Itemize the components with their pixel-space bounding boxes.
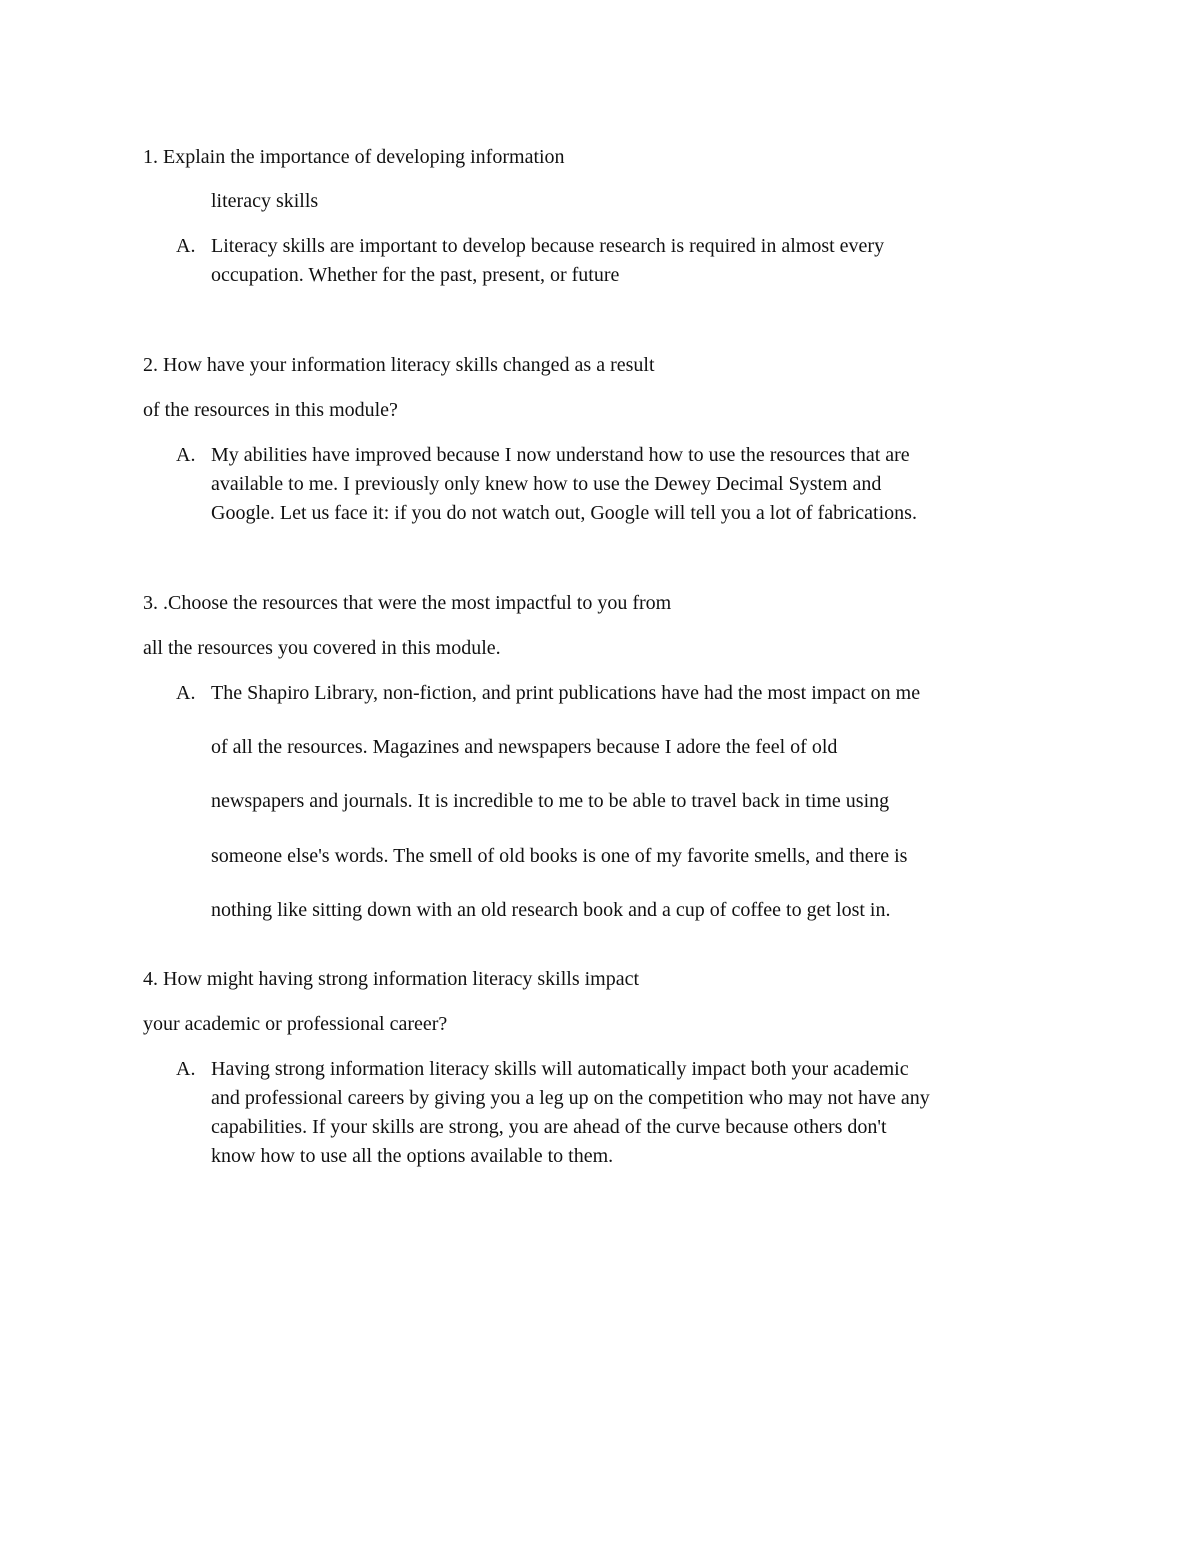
answer-1-line-1: Literacy skills are important to develop because research is required in almost every — [211, 235, 885, 257]
answer-3-line-1: The Shapiro Library, non-fiction, and print publications have had the most impact on me — [211, 682, 921, 704]
question-1-line-1: 1. Explain the importance of developing information — [143, 146, 565, 168]
answer-4-line-4: know how to use all the options available to them. — [211, 1145, 614, 1167]
question-4-line-2: your academic or professional career? — [143, 1013, 448, 1035]
question-4-line-1: 4. How might having strong information literacy skills impact — [143, 968, 640, 990]
answer-3-line-3: newspapers and journals. It is incredible to me to be able to travel back in time using — [211, 790, 890, 812]
answer-3-line-4: someone else's words. The smell of old books is one of my favorite smells, and there is — [211, 845, 908, 867]
question-2-line-2: of the resources in this module? — [143, 399, 398, 421]
question-3-line-2: all the resources you covered in this module. — [143, 637, 501, 659]
question-2-line-1: 2. How have your information literacy skills changed as a result — [143, 354, 655, 376]
answer-3-marker: A. — [176, 682, 196, 704]
answer-3-line-5: nothing like sitting down with an old research book and a cup of coffee to get lost in. — [211, 899, 891, 921]
answer-2-line-1: My abilities have improved because I now understand how to use the resources that are — [211, 444, 910, 466]
answer-4-line-1: Having strong information literacy skills will automatically impact both your academic — [211, 1058, 909, 1080]
answer-1-line-2: occupation. Whether for the past, present, or future — [211, 264, 620, 286]
answer-2-line-2: available to me. I previously only knew how to use the Dewey Decimal System and — [211, 473, 882, 495]
question-1-line-2: literacy skills — [211, 190, 319, 212]
answer-3-line-2: of all the resources. Magazines and newspapers because I adore the feel of old — [211, 736, 838, 758]
answer-4-line-2: and professional careers by giving you a leg up on the competition who may not have any — [211, 1087, 930, 1109]
question-3-line-1: 3. .Choose the resources that were the most impactful to you from — [143, 592, 672, 614]
answer-1-marker: A. — [176, 235, 196, 257]
answer-4-line-3: capabilities. If your skills are strong, you are ahead of the curve because others don't — [211, 1116, 887, 1138]
answer-2-marker: A. — [176, 444, 196, 466]
answer-4-marker: A. — [176, 1058, 196, 1080]
answer-2-line-3: Google. Let us face it: if you do not watch out, Google will tell you a lot of fabrications. — [211, 502, 917, 524]
